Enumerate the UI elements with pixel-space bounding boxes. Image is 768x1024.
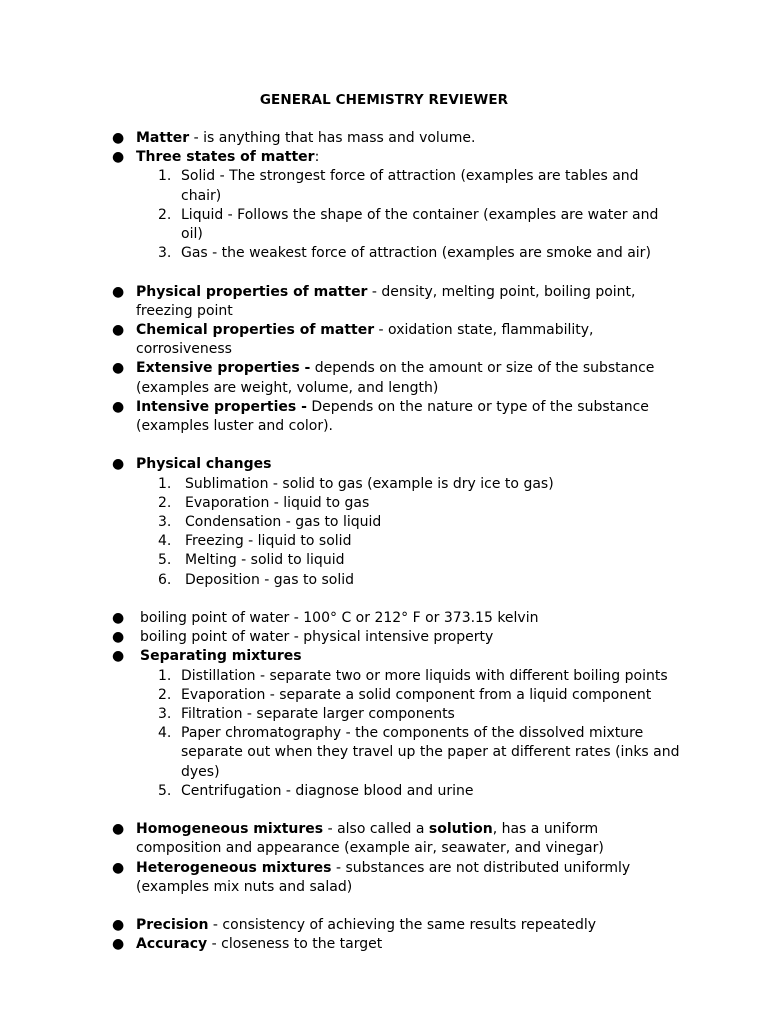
- bullet-icon: ●: [112, 648, 125, 665]
- def-matter: - is anything that has mass and volume.: [189, 130, 476, 146]
- bullet-chemical-properties: [0, 321, 676, 359]
- item-text: Centrifugation - diagnose blood and urine: [181, 782, 474, 799]
- item-text: Evaporation - liquid to gas: [185, 494, 370, 511]
- bullet-homogeneous-mixtures: [0, 820, 676, 858]
- def-accuracy: - closeness to the target: [207, 936, 383, 953]
- def-physical-properties: - density, melting point, boiling point, freezing point: [136, 283, 636, 319]
- term-extensive-properties: Extensive properties -: [136, 360, 311, 377]
- bullet-icon: ●: [112, 936, 125, 953]
- spacer: [0, 897, 768, 916]
- numbered-item: [0, 244, 681, 263]
- item-number: 2.: [158, 206, 172, 223]
- bullet-icon: ●: [112, 130, 125, 146]
- numbered-item: [0, 571, 685, 590]
- spacer: [0, 436, 768, 455]
- item-number: 3.: [158, 706, 172, 723]
- term-physical-properties: Physical properties of matter: [136, 283, 368, 300]
- def-homogeneous-part2: , has a uniform composition and appearance (example air, seawater, and vinegar): [136, 821, 604, 857]
- item-number: 5.: [158, 782, 172, 799]
- bullet-physical-changes: [0, 455, 676, 474]
- bullet-boiling-point-2: [0, 628, 680, 647]
- numbered-item: [0, 724, 681, 782]
- term-homogeneous-mixtures: Homogeneous mixtures: [136, 821, 324, 838]
- bullet-icon: ●: [112, 456, 125, 473]
- bullet-boiling-point-1: [0, 609, 680, 628]
- numbered-item: [0, 513, 685, 532]
- spacer: [0, 801, 768, 820]
- bullet-icon: ●: [112, 398, 125, 415]
- bullet-extensive-properties: [0, 359, 676, 397]
- item-text: Paper chromatography - the components of the dissolved mixture separate out when they travel up the paper at different rates (inks and dyes): [181, 725, 680, 780]
- numbered-item: [0, 705, 681, 724]
- item-number: 1.: [158, 667, 172, 684]
- numbered-item: [0, 667, 681, 686]
- item-number: 6.: [158, 571, 172, 588]
- item-number: 3.: [158, 245, 172, 262]
- item-text: Sublimation - solid to gas (example is dry ice to gas): [185, 475, 554, 492]
- term-physical-changes: Physical changes: [136, 456, 272, 473]
- spacer: [0, 263, 768, 282]
- item-text: Condensation - gas to liquid: [185, 514, 382, 531]
- bullet-icon: ●: [112, 360, 125, 377]
- numbered-item: [0, 532, 685, 551]
- boiling-point-text: boiling point of water - 100° C or 212° F or 373.15 kelvin: [140, 610, 539, 627]
- numbered-item: [0, 475, 685, 494]
- term-separating-mixtures: Separating mixtures: [140, 648, 302, 665]
- bullet-heterogeneous-mixtures: [0, 859, 676, 897]
- item-text: Evaporation - separate a solid component from a liquid component: [181, 686, 652, 703]
- term-precision: Precision: [136, 917, 209, 934]
- numbered-item: [0, 686, 681, 705]
- item-text: Deposition - gas to solid: [185, 571, 355, 588]
- item-text: Distillation - separate two or more liquids with different boiling points: [181, 667, 668, 684]
- def-intensive-properties: Depends on the nature or type of the substance (examples luster and color).: [136, 398, 649, 435]
- bullet-icon: ●: [112, 917, 125, 934]
- bullet-physical-properties: [0, 283, 676, 321]
- item-text: Liquid - Follows the shape of the container (examples are water and oil): [181, 206, 659, 243]
- item-number: 3.: [158, 514, 172, 531]
- item-text: Filtration - separate larger components: [181, 706, 455, 723]
- numbered-item: [0, 167, 681, 205]
- bullet-icon: ●: [112, 322, 125, 339]
- term-intensive-properties: Intensive properties -: [136, 398, 307, 415]
- bullet-matter: [0, 129, 676, 148]
- bullet-accuracy: [0, 935, 676, 954]
- bullet-icon: ●: [112, 629, 125, 646]
- term-heterogeneous-mixtures: Heterogeneous mixtures: [136, 859, 332, 876]
- boiling-point-text: boiling point of water - physical intensive property: [140, 629, 494, 646]
- item-number: 4.: [158, 533, 172, 550]
- bullet-intensive-properties: [0, 398, 676, 436]
- item-number: 2.: [158, 686, 172, 703]
- bullet-icon: ●: [112, 283, 125, 300]
- item-text: Melting - solid to liquid: [185, 552, 345, 569]
- bullet-icon: ●: [112, 610, 125, 627]
- term-accuracy: Accuracy: [136, 936, 208, 953]
- item-number: 5.: [158, 552, 172, 569]
- bullet-states: [0, 148, 676, 167]
- document-body: [0, 129, 768, 955]
- numbered-item: [0, 206, 681, 244]
- term-matter: Matter: [136, 130, 190, 146]
- bullet-precision: [0, 916, 676, 935]
- bullet-icon: ●: [112, 149, 125, 166]
- item-text: Solid - The strongest force of attraction (examples are tables and chair): [181, 168, 639, 204]
- def-chemical-properties: - oxidation state, flammability, corrosiveness: [136, 322, 594, 358]
- numbered-item: [0, 551, 685, 570]
- numbered-item: [0, 782, 681, 801]
- page-title: GENERAL CHEMISTRY REVIEWER: [259, 92, 509, 108]
- item-number: 2.: [158, 494, 172, 511]
- term-states: Three states of matter: [136, 149, 315, 166]
- item-text: Gas - the weakest force of attraction (examples are smoke and air): [181, 245, 651, 262]
- def-extensive-properties: depends on the amount or size of the substance (examples are weight, volume, and length): [136, 360, 655, 396]
- def-precision: - consistency of achieving the same results repeatedly: [208, 917, 597, 934]
- term-chemical-properties: Chemical properties of matter: [136, 322, 375, 339]
- item-text: Freezing - liquid to solid: [185, 533, 352, 550]
- item-number: 4.: [158, 725, 172, 742]
- def-homogeneous-part1: - also called a: [323, 821, 429, 838]
- term-solution: solution: [428, 821, 493, 838]
- states-colon: :: [314, 149, 320, 166]
- bullet-icon: ●: [112, 821, 125, 838]
- bullet-icon: ●: [112, 859, 125, 876]
- numbered-item: [0, 494, 685, 513]
- item-number: 1.: [158, 475, 172, 492]
- item-number: 1.: [158, 168, 172, 185]
- def-heterogeneous-mixtures: - substances are not distributed uniformly (examples mix nuts and salad): [136, 859, 631, 895]
- bullet-separating-mixtures: [0, 647, 680, 666]
- spacer: [0, 590, 768, 609]
